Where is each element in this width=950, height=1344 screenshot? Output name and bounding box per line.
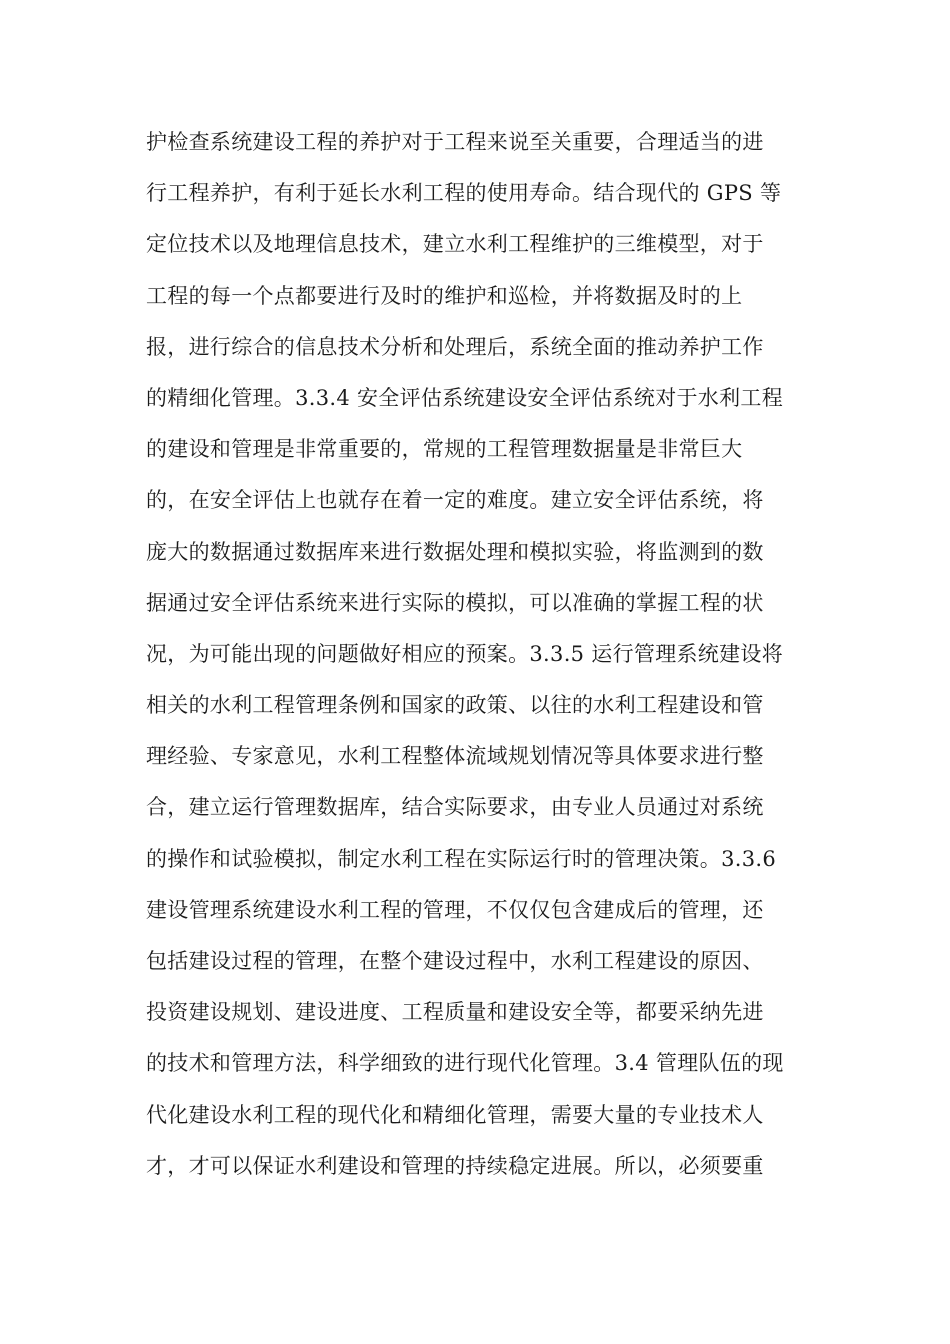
text-line: 相关的水利工程管理条例和国家的政策、以往的水利工程建设和管 <box>146 693 764 718</box>
text-line: 包括建设过程的管理，在整个建设过程中，水利工程建设的原因、 <box>146 949 764 973</box>
text-line: 庞大的数据通过数据库来进行数据处理和模拟实验，将监测到的数 <box>146 539 764 564</box>
body-text <box>146 117 806 1192</box>
text-line: 建设管理系统建设水利工程的管理，不仅仅包含建成后的管理，还 <box>146 897 764 922</box>
text-line: 的技术和管理方法，科学细致的进行现代化管理。3.4 管理队伍的现 <box>146 1051 784 1076</box>
text-line: 的精细化管理。3.3.4 安全评估系统建设安全评估系统对于水利工程 <box>146 385 784 410</box>
text-line: 护检查系统建设工程的养护对于工程来说至关重要，合理适当的进 <box>146 130 764 154</box>
text-line: 代化建设水利工程的现代化和精细化管理，需要大量的专业技术人 <box>146 1102 764 1127</box>
text-line: 理经验、专家意见，水利工程整体流域规划情况等具体要求进行整 <box>146 744 764 769</box>
text-line: 据通过安全评估系统来进行实际的模拟，可以准确的掌握工程的状 <box>146 590 764 615</box>
text-line: 才，才可以保证水利建设和管理的持续稳定进展。所以，必须要重 <box>146 1153 764 1178</box>
text-line: 合，建立运行管理数据库，结合实际要求，由专业人员通过对系统 <box>146 795 764 820</box>
text-line: 的操作和试验模拟，制定水利工程在实际运行时的管理决策。3.3.6 <box>146 846 777 871</box>
text-line: 的建设和管理是非常重要的，常规的工程管理数据量是非常巨大 <box>146 437 743 462</box>
text-line: 况，为可能出现的问题做好相应的预案。3.3.5 运行管理系统建设将 <box>146 641 784 666</box>
text-line: 的，在安全评估上也就存在着一定的难度。建立安全评估系统，将 <box>146 488 764 513</box>
text-line: 行工程养护，有利于延长水利工程的使用寿命。结合现代的 GPS 等 <box>146 181 782 206</box>
text-line: 定位技术以及地理信息技术，建立水利工程维护的三维模型，对于 <box>146 232 764 257</box>
text-line: 报，进行综合的信息技术分析和处理后，系统全面的推动养护工作 <box>146 334 764 359</box>
text-line: 投资建设规划、建设进度、工程质量和建设安全等，都要采纳先进 <box>146 1000 764 1025</box>
text-line: 工程的每一个点都要进行及时的维护和巡检，并将数据及时的上 <box>146 283 743 308</box>
